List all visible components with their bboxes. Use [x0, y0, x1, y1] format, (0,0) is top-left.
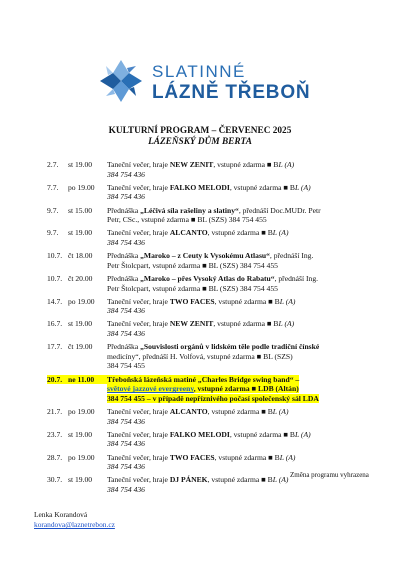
- event-detail-line: 384 754 436: [107, 484, 145, 494]
- event-item: [47, 228, 367, 247]
- event-time: st 19.00: [68, 429, 93, 439]
- event-info: , vstupné zdarma ■ B: [207, 228, 273, 238]
- event-phone: 384 754 455 – v případě nepříznivého počasí společenský sál LDA: [107, 393, 319, 403]
- event-detail-line: 384 754 436: [107, 329, 145, 339]
- event-time: čt 19.00: [68, 342, 93, 352]
- event-subtitle: světové jazzové evergreeny: [107, 384, 194, 394]
- event-item: [47, 183, 367, 202]
- event-location: L (A): [294, 182, 311, 192]
- event-info: , vstupné zdarma ■ B: [207, 475, 273, 485]
- event-item: [47, 342, 367, 371]
- event-detail-line: Petr Štolcpart, vstupné zdarma ■ BL (SZS) 384 754 455: [107, 283, 278, 293]
- event-detail-line: 384 754 436: [107, 237, 145, 247]
- event-name: „Léčivá síla rašeliny a slatiny“: [140, 205, 239, 215]
- event-name: ALCANTO: [169, 228, 208, 238]
- event-info: , přednáší Ing.: [269, 251, 314, 261]
- event-detail-line: medicíny“, přednáší H. Volfová, vstupné zdarma ■ BL (SZS): [107, 351, 293, 361]
- event-description: [107, 453, 367, 463]
- event-description: [107, 297, 367, 307]
- event-type: Taneční večer, hraje: [107, 452, 170, 462]
- event-type: Taneční večer, hraje: [107, 475, 170, 485]
- event-type: Taneční večer, hraje: [107, 228, 170, 238]
- event-description: [107, 228, 367, 238]
- event-description: [107, 430, 367, 440]
- event-name: „Maroko – z Ceuty k Vysokému Atlasu“: [140, 251, 270, 261]
- program-heading: [0, 126, 400, 148]
- event-info: , vstupné zdarma ■ B: [214, 452, 280, 462]
- event-time: ne 11.00: [68, 375, 107, 385]
- event-date: 30.7.: [47, 475, 63, 485]
- event-item: [47, 160, 367, 179]
- event-time: čt 20.00: [68, 273, 93, 283]
- event-description: [107, 319, 367, 329]
- event-item: [47, 430, 367, 449]
- event-item: [47, 297, 367, 316]
- event-type: Taneční večer, hraje: [107, 296, 170, 306]
- event-detail-line: 384 754 436: [107, 192, 145, 202]
- event-location: L (A): [272, 475, 289, 485]
- event-detail-line: 384 754 436: [107, 306, 145, 316]
- event-name: „Souvislosti orgánů v lidském těle podle tradiční čínské: [140, 342, 320, 352]
- event-date: 10.7.: [47, 273, 63, 283]
- change-notice: Změna programu vyhrazena: [290, 471, 369, 479]
- event-date: 17.7.: [47, 342, 63, 352]
- event-detail-line: 384 754 436: [107, 169, 145, 179]
- event-date: 9.7.: [47, 228, 59, 238]
- event-item: [47, 407, 367, 426]
- spa-logo: [98, 56, 311, 106]
- event-list: [47, 160, 367, 498]
- event-time: po 19.00: [68, 182, 95, 192]
- event-time: st 19.00: [68, 160, 93, 169]
- event-type: Přednáška: [107, 205, 141, 215]
- event-time: st 19.00: [68, 475, 93, 485]
- event-item: [47, 206, 367, 225]
- event-date: 9.7.: [47, 205, 59, 215]
- event-description: [107, 342, 367, 352]
- event-location: L (A): [272, 228, 289, 238]
- event-location: L (A): [279, 296, 296, 306]
- event-date: 20.7.: [47, 375, 68, 385]
- event-detail-line: 384 754 436: [107, 462, 145, 472]
- signature-email-link[interactable]: korandova@laznetrebon.cz: [34, 520, 115, 529]
- event-date: 10.7.: [47, 251, 63, 261]
- event-location: L (A): [279, 452, 296, 462]
- event-time: po 19.00: [68, 452, 95, 462]
- event-date: 16.7.: [47, 319, 63, 329]
- event-name: FALKO MELODI: [169, 429, 230, 439]
- event-type: Taneční večer, hraje: [107, 160, 170, 169]
- event-type: Taneční večer, hraje: [107, 429, 170, 439]
- event-info: , vstupné zdarma ■ B: [229, 182, 295, 192]
- event-type: Přednáška: [107, 342, 141, 352]
- event-info: , vstupné zdarma ■ B: [229, 429, 295, 439]
- event-location: L (A): [272, 407, 289, 416]
- event-item: [47, 251, 367, 270]
- event-detail-line: Petr, CSc., vstupné zdarma ■ BL (SZS) 384 754 455: [107, 215, 267, 225]
- event-info: , vstupné zdarma ■ B: [207, 407, 273, 416]
- event-location: L (A): [278, 160, 295, 169]
- event-location: L (A): [294, 429, 311, 439]
- event-date: 28.7.: [47, 452, 63, 462]
- signature-block: [34, 510, 115, 530]
- program-title: KULTURNÍ PROGRAM – ČERVENEC 2025: [108, 126, 292, 136]
- logo-line-1: SLATINNÉ: [152, 62, 246, 81]
- event-info: , vstupné zdarma ■ B: [213, 319, 279, 329]
- event-date: 2.7.: [47, 160, 59, 169]
- event-item: [47, 453, 367, 472]
- event-type: Taneční večer, hraje: [107, 182, 170, 192]
- event-name: TWO FACES: [169, 452, 215, 462]
- event-name: TWO FACES: [169, 296, 215, 306]
- logo-line-2: LÁZNĚ TŘEBOŇ: [152, 82, 311, 103]
- event-date: 23.7.: [47, 429, 63, 439]
- event-description: [107, 183, 367, 193]
- highlighted-event-item: [47, 375, 367, 404]
- event-info: , přednáší Doc.MUDr. Petr: [238, 205, 321, 215]
- event-description: [107, 375, 367, 385]
- event-name: DJ PÁNEK: [169, 475, 208, 485]
- event-type: Přednáška: [107, 251, 141, 261]
- event-location: L (A): [278, 319, 295, 329]
- event-type: Taneční večer, hraje: [107, 319, 170, 329]
- venue-title: LÁZEŇSKÝ DŮM BERTA: [148, 137, 252, 147]
- logo-star-icon: [98, 58, 144, 104]
- event-time: st 15.00: [68, 205, 93, 215]
- event-description: [107, 274, 367, 284]
- event-date: 7.7.: [47, 182, 59, 192]
- event-name: ALCANTO: [169, 407, 208, 416]
- band-name: „Charles Bridge swing band“ –: [197, 374, 300, 384]
- event-info: , přednáší Ing.: [274, 273, 319, 283]
- event-description: [107, 206, 367, 216]
- event-name: NEW ZENIT: [169, 319, 214, 329]
- event-time: st 19.00: [68, 228, 93, 238]
- event-detail-line: Petr Štolcpart, vstupné zdarma ■ BL (SZS) 384 754 455: [107, 260, 278, 270]
- event-phone: 384 754 455: [107, 361, 145, 371]
- event-info: , vstupné zdarma ■ B: [214, 296, 280, 306]
- event-description: [107, 251, 367, 261]
- event-name: Třeboňská lázeňská matiné: [107, 374, 198, 384]
- event-time: st 19.00: [68, 319, 93, 329]
- event-description: [107, 160, 367, 170]
- event-date: 14.7.: [47, 296, 63, 306]
- event-description: [107, 407, 367, 417]
- event-info: , vstupné zdarma ■ B: [213, 160, 279, 169]
- event-item: [47, 319, 367, 338]
- event-time: čt 18.00: [68, 251, 93, 261]
- event-name: „Maroko – přes Vysoký Atlas do Rabatu“: [140, 273, 275, 283]
- event-info: , vstupné zdarma ■ LDB (Altán): [193, 384, 299, 394]
- signature-name: Lenka Korandová: [34, 510, 88, 519]
- event-name: NEW ZENIT: [169, 160, 214, 169]
- event-name: FALKO MELODI: [169, 182, 230, 192]
- event-item: [47, 274, 367, 293]
- event-time: po 19.00: [68, 296, 95, 306]
- event-detail-line: 384 754 436: [107, 416, 145, 426]
- event-date: 21.7.: [47, 407, 63, 416]
- event-time: po 19.00: [68, 407, 95, 416]
- event-detail-line: 384 754 436: [107, 439, 145, 449]
- event-type: Taneční večer, hraje: [107, 407, 170, 416]
- event-type: Přednáška: [107, 273, 141, 283]
